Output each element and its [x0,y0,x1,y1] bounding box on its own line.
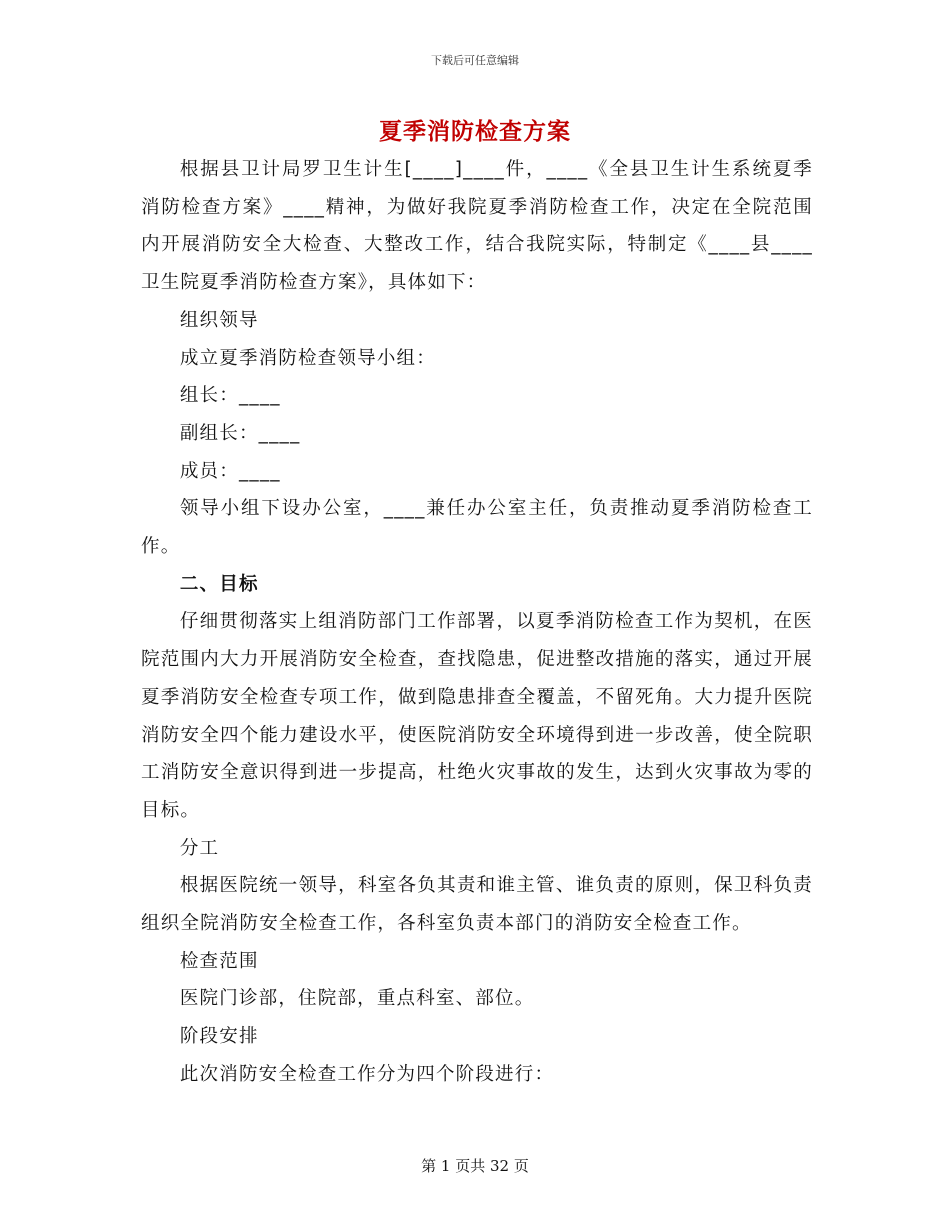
section-heading-division: 分工 [179,837,220,859]
paragraph-group-setup: 成立夏季消防检查领导小组： [179,347,436,369]
paragraph-members: 成员：____ [179,460,281,482]
paragraph-office: 领导小组下设办公室，____兼任办公室主任，负责推动夏季消防检查工作。 [141,498,813,558]
document-title: 夏季消防检查方案 [379,119,571,145]
intro-paragraph: 根据县卫计局罗卫生计生[____]____件，____《全县卫生计生系统夏季消防检查方案》____精神，为做好我院夏季消防检查工作，决定在全院范围内开展消防安全大检查、大整改工作，结合我院实际，特制定《____县____卫生院夏季消防检查方案》，具体如下： [141,159,813,294]
page-header: 下载后可任意编辑 [431,54,519,67]
page-footer: 第 1 页共 32 页 [421,1157,529,1175]
document-body [141,151,813,1094]
paragraph-leader: 组长：____ [179,385,281,407]
section-heading-schedule: 阶段安排 [179,1026,259,1048]
section-heading-scope: 检查范围 [179,950,259,972]
paragraph-division: 根据医院统一领导，科室各负其责和谁主管、谁负责的原则，保卫科负责组织全院消防安全检查工作，各科室负责本部门的消防安全检查工作。 [141,875,813,935]
paragraph-deputy-leader: 副组长：____ [179,422,301,444]
paragraph-schedule: 此次消防安全检查工作分为四个阶段进行： [179,1063,555,1085]
paragraph-goals: 仔细贯彻落实上组消防部门工作部署，以夏季消防检查工作为契机，在医院范围内大力开展消防安全检查，查找隐患，促进整改措施的落实，通过开展夏季消防安全检查专项工作，做到隐患排查全覆盖，不留死角。大力提升医院消防安全四个能力建设水平，使医院消防安全环境得到进一步改善，使全院职工消防安全意识得到进一步提高，杜绝火灾事故的发生，达到火灾事故为零的目标。 [141,611,813,821]
section-heading-goals: 二、目标 [179,573,259,595]
paragraph-scope: 医院门诊部，住院部，重点科室、部位。 [179,988,535,1010]
section-heading-organization: 组织领导 [179,309,259,331]
